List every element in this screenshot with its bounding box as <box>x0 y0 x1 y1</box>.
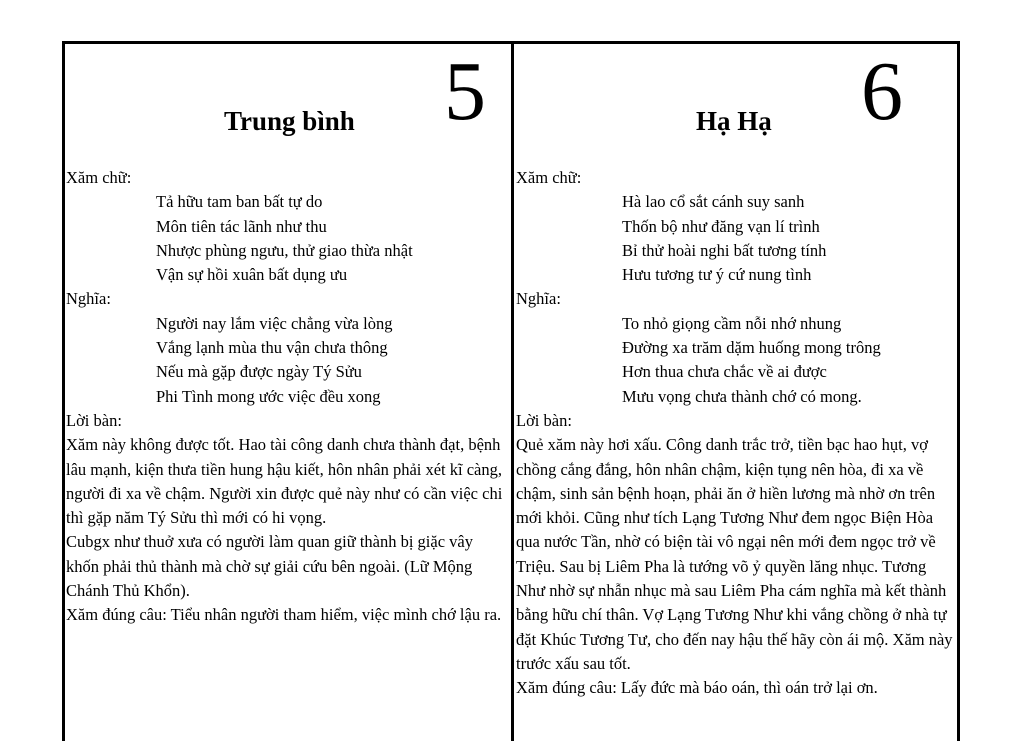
xam-chu-label: Xăm chữ: <box>66 168 132 187</box>
card-number: 5 <box>444 45 486 138</box>
card-5 <box>66 44 506 726</box>
xam-chu-line: Hưu tương tư ý cứ nung tình <box>622 265 812 285</box>
nghia-line: To nhỏ giọng cầm nỗi nhớ nhung <box>622 313 842 333</box>
loi-ban-label: Lời bàn: <box>516 410 572 430</box>
card-body <box>516 166 956 701</box>
card-6 <box>516 44 956 726</box>
loi-ban-paragraph: Xăm này không được tốt. Hao tài công danh chưa thành đạt, bệnh lâu mạnh, kiện thưa tiền hung hậu kiết, hôn nhân phải xét kĩ càng, người đi xa về chậm. Người xin được quẻ này như có cần việc chi thì gặp năm Tý Sửu thì mới có hi vọng. <box>66 435 503 528</box>
card-body <box>66 166 506 628</box>
card-title: Trung bình <box>224 106 355 136</box>
nghia-line: Phi Tình mong ước việc đều xong <box>156 386 381 406</box>
nghia-line: Hơn thua chưa chắc về ai được <box>622 362 827 382</box>
loi-ban-label: Lời bàn: <box>66 410 122 430</box>
xam-chu-line: Vận sự hồi xuân bất dụng ưu <box>156 265 348 285</box>
nghia-label: Nghĩa: <box>516 289 561 309</box>
card-number: 6 <box>861 45 903 138</box>
nghia-line: Nếu mà gặp được ngày Tý Sửu <box>156 362 362 382</box>
loi-ban-paragraph: Xăm đúng câu: Tiểu nhân người tham hiểm, việc mình chớ lậu ra. <box>66 605 502 625</box>
nghia-label: Nghĩa: <box>66 289 111 309</box>
loi-ban-paragraph: Cubgx như thuở xưa có người làm quan giữ thành bị giặc vây khốn phải thủ thành mà chờ sự giải cứu bên ngoài. (Lữ Mộng Chánh Thủ Khổn). <box>66 532 473 601</box>
nghia-line: Vắng lạnh mùa thu vận chưa thông <box>156 338 388 358</box>
xam-chu-line: Nhược phùng ngưu, thử giao thừa nhật <box>156 240 413 260</box>
card-title: Hạ Hạ <box>696 106 772 136</box>
column-divider <box>511 41 514 741</box>
nghia-line: Mưu vọng chưa thành chớ có mong. <box>622 386 862 406</box>
xam-chu-label: Xăm chữ: <box>516 168 582 187</box>
xam-chu-line: Tả hữu tam ban bất tự do <box>156 192 323 212</box>
loi-ban-paragraph: Quẻ xăm này hơi xấu. Công danh trắc trở, tiền bạc hao hụt, vợ chồng cắng đắng, hôn nhân chậm, kiện tụng nên hòa, đi xa về chậm, sinh sản bệnh hoạn, phải ăn ở hiền lương mà nhờ ơn trên mới khỏi. Cũng như tích Lạng Tương Như đem ngọc Biện Hòa qua nước Tần, nhờ có biện tài vô ngại nên mới đem ngọc trở về Triệu. Sau bị Liêm Pha là tướng võ ỷ quyền lăng nhục. Tương Như nhờ sự nhẫn nhục mà sau Liêm Pha cám nghĩa mà kết thành bằng hữu chí thân. Vợ Lạng Tương Như khi vắng chồng ở nhà tự đặt Khúc Tương Tư, cho đến nay hậu thế hãy còn ái mộ. Xăm này trước xấu sau tốt. <box>516 435 953 673</box>
loi-ban-paragraph: Xăm đúng câu: Lấy đức mà báo oán, thì oán trở lại ơn. <box>516 678 878 698</box>
nghia-line: Đường xa trăm dặm huống mong trông <box>622 338 881 358</box>
xam-chu-line: Môn tiên tác lãnh như thu <box>156 216 327 236</box>
xam-chu-line: Hà lao cổ sắt cánh suy sanh <box>622 192 805 212</box>
xam-chu-line: Bỉ thử hoài nghi bất tương tính <box>622 240 827 260</box>
xam-chu-line: Thốn bộ như đăng vạn lí trình <box>622 216 820 236</box>
nghia-line: Người nay lắm việc chẳng vừa lòng <box>156 313 393 333</box>
